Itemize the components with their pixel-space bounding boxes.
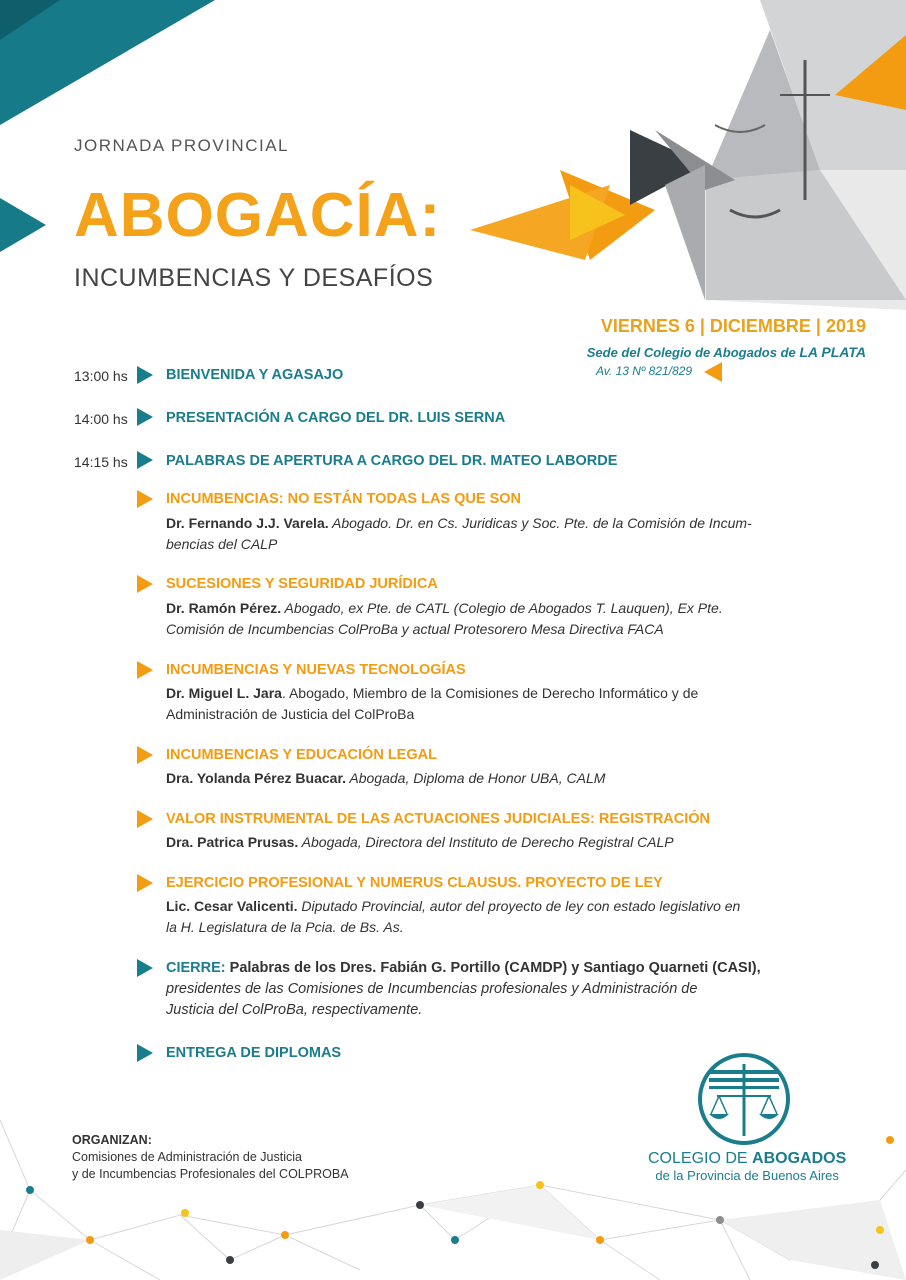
talk-title-1: INCUMBENCIAS: NO ESTÁN TODAS LAS QUE SON bbox=[166, 491, 522, 507]
event-venue bbox=[587, 344, 866, 360]
venue-city: LA PLATA bbox=[799, 344, 866, 360]
schedule-time-2: 14:00 hs bbox=[74, 411, 128, 427]
logo-province: de la Provincia de Buenos Aires bbox=[655, 1168, 839, 1183]
talk-title-3: INCUMBENCIAS Y NUEVAS TECNOLOGÍAS bbox=[166, 662, 466, 678]
schedule-time-3: 14:15 hs bbox=[74, 454, 128, 470]
page-subtitle: INCUMBENCIAS Y DESAFÍOS bbox=[74, 264, 434, 292]
talk-arrow-icon bbox=[137, 746, 153, 764]
talk-speaker-4: Dra. Yolanda Pérez Buacar. Abogada, Diploma de Honor UBA, CALM bbox=[166, 770, 606, 786]
talk-title-6: EJERCICIO PROFESIONAL Y NUMERUS CLAUSUS. PROYECTO DE LEY bbox=[166, 875, 663, 891]
talk-speaker-5: Dra. Patrica Prusas. Abogada, Directora del Instituto de Derecho Registral CALP bbox=[166, 834, 674, 850]
geometric-collage-decoration bbox=[460, 0, 906, 310]
schedule-arrow-icon bbox=[137, 408, 153, 426]
closing-text: CIERRE: Palabras de los Dres. Fabián G. Portillo (CAMDP) y Santiago Quarneti (CASI), presidentes de las Comisiones de Incumbencias profesionales y Administración de Justicia del ColProBa, respectivamente. bbox=[166, 960, 761, 1018]
talk-arrow-icon bbox=[137, 810, 153, 828]
diplomas-title: ENTREGA DE DIPLOMAS bbox=[166, 1045, 342, 1061]
colegio-logo-text bbox=[648, 1150, 846, 1183]
schedule-time-1: 13:00 hs bbox=[74, 368, 128, 384]
talk-speaker-3: Dr. Miguel L. Jara. Abogado, Miembro de la Comisiones de Derecho Informático y de Administración de Justicia del ColProBa bbox=[166, 685, 699, 722]
schedule-arrow-icon bbox=[137, 366, 153, 384]
talk-speaker-6: Lic. Cesar Valicenti. Diputado Provincial, autor del proyecto de ley con estado legislativo en la H. Legislatura de la Pcia. de Bs. As. bbox=[166, 898, 741, 935]
diplomas-arrow-icon bbox=[137, 1044, 153, 1062]
talk-arrow-icon bbox=[137, 575, 153, 593]
schedule-title-1: BIENVENIDA Y AGASAJO bbox=[166, 367, 344, 383]
organizers-line2: y de Incumbencias Profesionales del COLPROBA bbox=[72, 1167, 349, 1181]
talk-speaker-1: Dr. Fernando J.J. Varela. Abogado. Dr. en Cs. Juridicas y Soc. Pte. de la Comisión de Incum- bencias del CALP bbox=[166, 515, 752, 552]
event-kicker: JORNADA PROVINCIAL bbox=[74, 136, 289, 155]
corner-band-decoration bbox=[0, 0, 260, 130]
talk-speaker-2: Dr. Ramón Pérez. Abogado, ex Pte. de CATL (Colegio de Abogados T. Lauquen), Ex Pte. Comisión de Incumbencias ColProBa y actual Protesorero Mesa Directiva FACA bbox=[166, 600, 723, 637]
colegio-logo-icon bbox=[697, 1052, 791, 1146]
organizers-line1: Comisiones de Administración de Justicia bbox=[72, 1150, 302, 1164]
event-address: Av. 13 Nº 821/829 bbox=[596, 364, 693, 378]
closing-arrow-icon bbox=[137, 959, 153, 977]
title-arrow-icon bbox=[0, 198, 50, 252]
address-arrow-icon bbox=[704, 362, 722, 382]
talk-arrow-icon bbox=[137, 874, 153, 892]
page-title: ABOGACÍA: bbox=[74, 181, 442, 250]
talk-title-2: SUCESIONES Y SEGURIDAD JURÍDICA bbox=[166, 576, 438, 592]
venue-prefix: Sede del Colegio de Abogados de bbox=[586, 345, 796, 360]
talk-arrow-icon bbox=[137, 490, 153, 508]
talk-arrow-icon bbox=[137, 661, 153, 679]
logo-name: COLEGIO DE ABOGADOS bbox=[648, 1150, 847, 1167]
schedule-arrow-icon bbox=[137, 451, 153, 469]
event-date: VIERNES 6 | DICIEMBRE | 2019 bbox=[600, 316, 866, 336]
talk-title-5: VALOR INSTRUMENTAL DE LAS ACTUACIONES JUDICIALES: REGISTRACIÓN bbox=[166, 811, 711, 827]
organizers-label: ORGANIZAN: bbox=[72, 1133, 152, 1147]
talk-title-4: INCUMBENCIAS Y EDUCACIÓN LEGAL bbox=[166, 747, 437, 763]
organizers bbox=[72, 1132, 349, 1183]
closing-label: CIERRE: bbox=[166, 960, 226, 976]
schedule-title-3: PALABRAS DE APERTURA A CARGO DEL DR. MATEO LABORDE bbox=[166, 453, 618, 469]
schedule-title-2: PRESENTACIÓN A CARGO DEL DR. LUIS SERNA bbox=[166, 410, 506, 426]
